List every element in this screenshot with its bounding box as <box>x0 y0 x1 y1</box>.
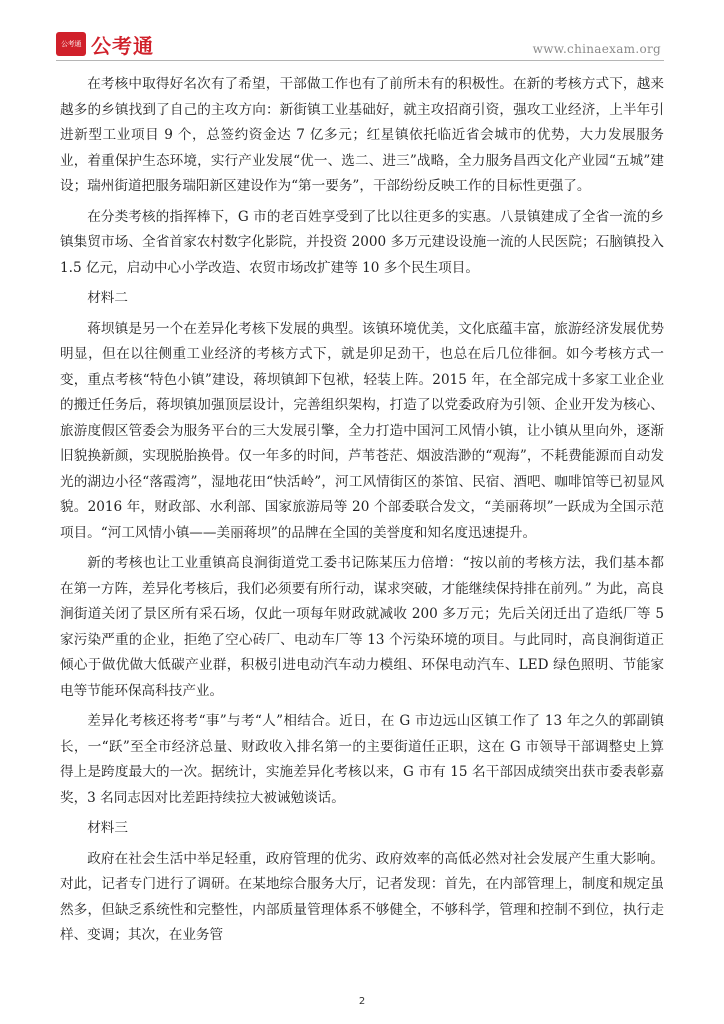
section-heading-material-2: 材料二 <box>87 290 128 306</box>
section-heading-material-3: 材料三 <box>87 820 128 836</box>
paragraph-1: 在考核中取得好名次有了希望，干部做工作也有了前所未有的积极性。在新的考核方式下，越来越多的乡镇找到了自己的主攻方向：新街镇工业基础好，就主攻招商引资，强攻工业经济，上半年引进新型工业项目 9 个，总签约资金达 7 亿多元；红星镇依托临近省会城市的优势，大力发展服务业，着重保护生态环境，实行产业发展“优一、选二、进三”战略，全力服务昌西文化产业园“五城”建设；瑞州街道把服务瑞阳新区建设作为“第一要务”，干部纷纷反映工作的目标性更强了。 <box>60 76 664 194</box>
header-divider <box>56 60 664 61</box>
page-number: 2 <box>358 996 366 1007</box>
page-header <box>0 0 724 70</box>
paragraph-6: 政府在社会生活中举足轻重，政府管理的优劣、政府效率的高低必然对社会发展产生重大影响。对此，记者专门进行了调研。在某地综合服务大厅，记者发现：首先，在内部管理上，制度和规定虽然多，但缺乏系统性和完整性，内部质量管理体系不够健全，不够科学，管理和控制不到位，执行走样、变调；其次，在业务管 <box>60 850 664 943</box>
logo-text: 公考通 <box>91 33 154 58</box>
paragraph-3: 蒋坝镇是另一个在差异化考核下发展的典型。该镇环境优美，文化底蕴丰富，旅游经济发展优势明显，但在以往侧重工业经济的考核方式下，就是卯足劲干，也总在后几位徘徊。如今考核方式一变，重点考核“特色小镇”建设，蒋坝镇卸下包袱，轻装上阵。2015 年，在全部完成十多家工业企业的搬迁任务后，蒋坝镇加强顶层设计，完善组织架构，打造了以党委政府为引领、企业开发为核心、旅游度假区管委会为服务平台的三大发展引擎，全力打造中国河工风情小镇，让小镇从里向外，逐渐旧貌换新颜，实现脱胎换骨。仅一年多的时间，芦苇苍茫、烟波浩渺的“观海”，不耗费能源而自动发光的湖边小径“落霞湾”，湿地花田“快活岭”，河工风情街区的茶馆、民宿、酒吧、咖啡馆等已初显风貌。2016 年，财政部、水利部、国家旅游局等 20 个部委联合发文，“美丽蒋坝”一跃成为全国示范项目。“河工风情小镇——美丽蒋坝”的品牌在全国的美誉度和知名度迅速提升。 <box>60 320 664 541</box>
paragraph-2: 在分类考核的指挥棒下，G 市的老百姓享受到了比以往更多的实惠。八景镇建成了全省一流的乡镇集贸市场、全省首家农村数字化影院，并投资 2000 多万元建设设施一流的人民医院；石脑镇投入 1.5 亿元，启动中心小学改造、农贸市场改扩建等 10 多个民生项目。 <box>60 208 664 276</box>
paragraph-4: 新的考核也让工业重镇高良涧街道党工委书记陈某压力倍增：“按以前的考核方法，我们基本都在第一方阵，差异化考核后，我们必须要有所行动，谋求突破，才能继续保持排在前列。” 为此，高良涧街道关闭了景区所有采石场，仅此一项每年财政就减收 200 多万元；先后关闭迁出了造纸厂等 5 家污染严重的企业，拒绝了空心砖厂、电动车厂等 13 个污染环境的项目。与此同时，高良涧街道正倾心于做优做大低碳产业群，积极引进电动汽车动力模组、环保电动汽车、LED 绿色照明、节能家电等节能环保高科技产业。 <box>60 555 664 699</box>
logo-badge-icon: 公考通 <box>56 32 86 56</box>
site-url[interactable]: www.chinaexam.org <box>532 42 661 56</box>
logo[interactable] <box>56 32 154 56</box>
paragraph-5: 差异化考核还将考“事”与考“人”相结合。近日，在 G 市边远山区镇工作了 13 年之久的郭副镇长，一“跃”至全市经济总量、财政收入排名第一的主要街道任正职，这在 G 市领导干部调整史上算得上是跨度最大的一次。据统计，实施差异化考核以来，G 市有 15 名干部因成绩突出获市委表彰嘉奖，3 名同志因对比差距持续拉大被诫勉谈话。 <box>60 713 664 806</box>
document-body <box>60 72 664 954</box>
